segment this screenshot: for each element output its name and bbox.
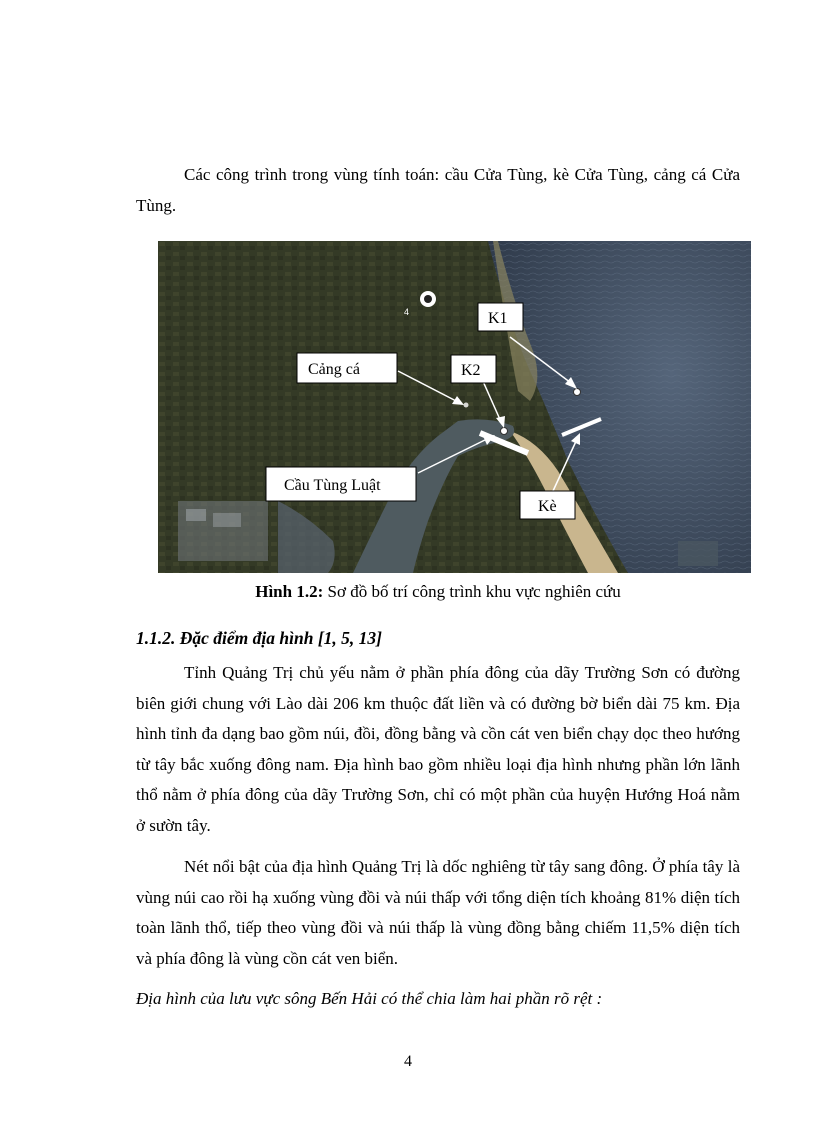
label-k2 [451, 355, 496, 383]
label-ke [520, 491, 575, 519]
label-k1 [478, 303, 523, 331]
section-heading: 1.1.2. Đặc điểm địa hình [1, 5, 13] [136, 628, 382, 648]
point-k1 [574, 389, 581, 396]
marker-number: 4 [404, 307, 410, 317]
satellite-map-figure [158, 241, 751, 573]
label-cau-tung-luat [266, 467, 416, 501]
label-cau-text: Cầu Tùng Luật [284, 477, 381, 494]
satellite-map [158, 241, 751, 573]
page-number: 4 [404, 1053, 412, 1070]
point-k2 [501, 428, 508, 435]
label-k2-text: K2 [461, 362, 481, 379]
paragraph-3: Địa hình của lưu vực sông Bến Hải có thể chia làm hai phần rõ rệt : [136, 989, 603, 1008]
label-cang-ca-text: Cảng cá [308, 361, 360, 378]
caption-text: Sơ đồ bố trí công trình khu vực nghiên cứu [323, 582, 621, 601]
label-ke-text: Kè [538, 498, 557, 515]
intro-paragraph: Các công trình trong vùng tính toán: cầu Cửa Tùng, kè Cửa Tùng, cảng cá Cửa Tùng. [136, 165, 740, 215]
caption-label: Hình 1.2: [255, 582, 324, 601]
figure-caption [136, 582, 740, 602]
label-cang-ca [297, 353, 397, 383]
paragraph-2: Nét nổi bật của địa hình Quảng Trị là dốc nghiêng từ tây sang đông. Ở phía tây là vùng núi cao rồi hạ xuống vùng đồi và núi thấp với tổng diện tích khoảng 81% diện tích toàn lãnh thổ, tiếp theo vùng đồi và núi thấp là vùng đồng bằng chiếm 11,5% diện tích và phía đông là vùng cồn cát ven biển. [136, 857, 740, 968]
paragraph-1: Tỉnh Quảng Trị chủ yếu nằm ở phần phía đông của dãy Trường Sơn có đường biên giới chung với Lào dài 206 km thuộc đất liền và có đường bờ biển dài 75 km. Địa hình tỉnh đa dạng bao gồm núi, đồi, đồng bằng và cồn cát ven biển chạy dọc theo hướng từ tây bắc xuống đông nam. Địa hình bao gồm nhiều loại địa hình nhưng phần lớn lãnh thổ nằm ở phía đông của dãy Trường Sơn, chỉ có một phần của huyện Hướng Hoá nằm ở sườn tây. [136, 663, 740, 835]
label-k1-text: K1 [488, 310, 508, 327]
